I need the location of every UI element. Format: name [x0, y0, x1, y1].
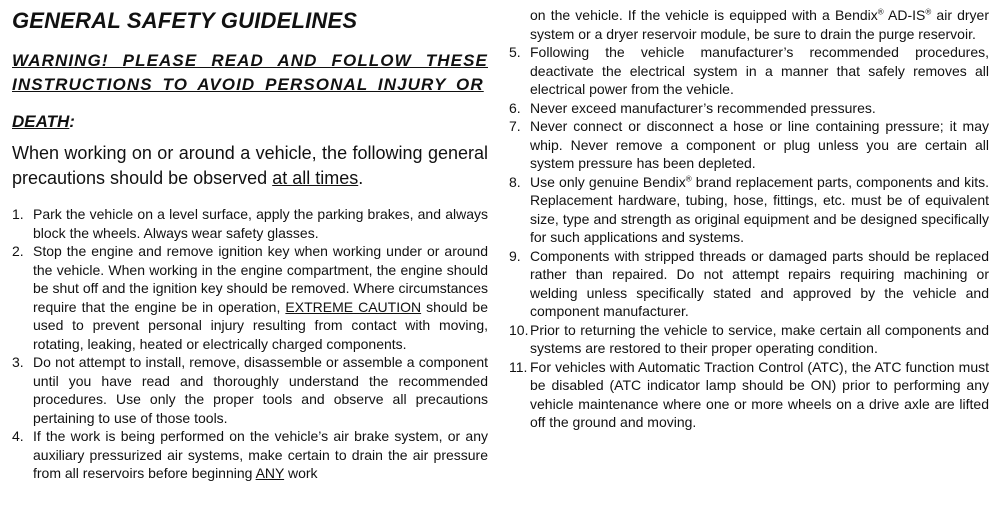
item-text: work	[284, 465, 318, 481]
item-number: 10.	[509, 321, 529, 338]
item-number: 4.	[12, 428, 24, 444]
item-text: Components with stripped threads or damaged parts should be replaced rather than repaired. Do not attempt repairs requiring machining or welding unless specifically stated and approved by the vehicle and component manufacturer.	[530, 247, 989, 319]
page-title: GENERAL SAFETY GUIDELINES	[12, 8, 358, 33]
registered-mark: ®	[877, 7, 884, 17]
item-text: brand replacement parts, components and kits. Replacement hardware, tubing, hose, fittings, etc. must be of equivalent size, type and strength as original equipment and be designed specifically for such applications and systems.	[530, 173, 989, 245]
list-item	[509, 99, 989, 118]
item-text: Never connect or disconnect a hose or line containing pressure; it may whip. Never remove a component or plug unless you are certain all system pressure has been depleted.	[530, 118, 989, 171]
intro-paragraph	[12, 141, 488, 191]
item-number: 11.	[509, 358, 528, 375]
item-text: Park the vehicle on a level surface, apply the parking brakes, and always block the wheels. Always wear safety glasses.	[33, 206, 488, 241]
warning-heading	[12, 49, 488, 97]
item-text: Following the vehicle manufacturer’s recommended procedures, deactivate the electrical system in a manner that safely removes all electrical power from the vehicle.	[530, 44, 989, 97]
warning-death	[12, 111, 488, 133]
warning-text: WARNING! PLEASE READ AND FOLLOW THESE INSTRUCTIONS TO AVOID PERSONAL INJURY OR	[12, 51, 488, 94]
guideline-list-left	[12, 205, 488, 483]
item-text: air dryer system or a dryer reservoir module, be sure to drain the purge reservoir.	[530, 7, 989, 42]
item-number: 9.	[509, 247, 521, 264]
registered-mark: ®	[925, 7, 932, 17]
item-text: If the work is being performed on the vehicle’s air brake system, or any auxiliary pressurized air systems, make certain to drain the air pressure from all reservoirs before beginning	[33, 428, 488, 481]
guideline-list-right	[509, 6, 989, 432]
intro-end: .	[358, 168, 364, 188]
item-number: 5.	[509, 44, 521, 60]
list-item	[12, 242, 488, 353]
item-text: AD-IS	[883, 7, 926, 23]
item-text: on the vehicle. If the vehicle is equipped with a Bendix	[530, 7, 878, 23]
list-item	[509, 173, 989, 247]
left-column	[12, 0, 488, 483]
item-text: Use only genuine Bendix	[530, 173, 686, 190]
item-number: 8.	[509, 173, 521, 190]
warning-death-word: DEATH	[12, 112, 70, 131]
item-text: Do not attempt to install, remove, disassemble or assemble a component until you have read and thoroughly understand the recommended procedures. Use only the proper tools and observe all precautions pertaining to use of those tools.	[33, 354, 488, 426]
item-number: 7.	[509, 118, 521, 134]
item-text: should be used to prevent personal injury resulting from contact with moving, rotating, leaking, heated or electrically charged components.	[33, 298, 488, 352]
item-underlined: EXTREME CAUTION	[285, 298, 422, 315]
list-item	[12, 353, 488, 427]
list-item	[509, 321, 989, 358]
item-text: Stop the engine and remove ignition key when working under or around the vehicle. When working in the engine compartment, the engine should be shut off and the ignition key should be removed. Where circumstances require that the engine be in operation,	[33, 243, 488, 315]
list-item	[509, 247, 989, 321]
item-underlined: ANY	[255, 465, 285, 481]
list-item	[12, 205, 488, 242]
item-text: Prior to returning the vehicle to service, make certain all components and systems are restored to their proper operating condition.	[530, 321, 989, 356]
item-text: For vehicles with Automatic Traction Control (ATC), the ATC function must be disabled (ATC indicator lamp should be ON) prior to performing any vehicle maintenance where one or more wheels on a drive axle are lifted off the ground and moving.	[530, 358, 989, 430]
item-text: Never exceed manufacturer’s recommended pressures.	[530, 99, 876, 116]
registered-mark: ®	[685, 173, 692, 183]
intro-underlined: at all times	[272, 168, 359, 188]
item-number: 3.	[12, 354, 24, 370]
list-item	[509, 117, 989, 173]
item-number: 6.	[509, 99, 521, 116]
warning-colon: :	[69, 112, 75, 131]
item-number: 1.	[12, 206, 24, 222]
item-number: 2.	[12, 243, 24, 259]
intro-text: When working on or around a vehicle, the following general precautions should be observed	[12, 143, 488, 188]
list-item	[509, 358, 989, 432]
list-item-continued	[509, 6, 989, 43]
list-item	[509, 43, 989, 99]
right-column	[509, 6, 989, 432]
list-item	[12, 427, 488, 483]
